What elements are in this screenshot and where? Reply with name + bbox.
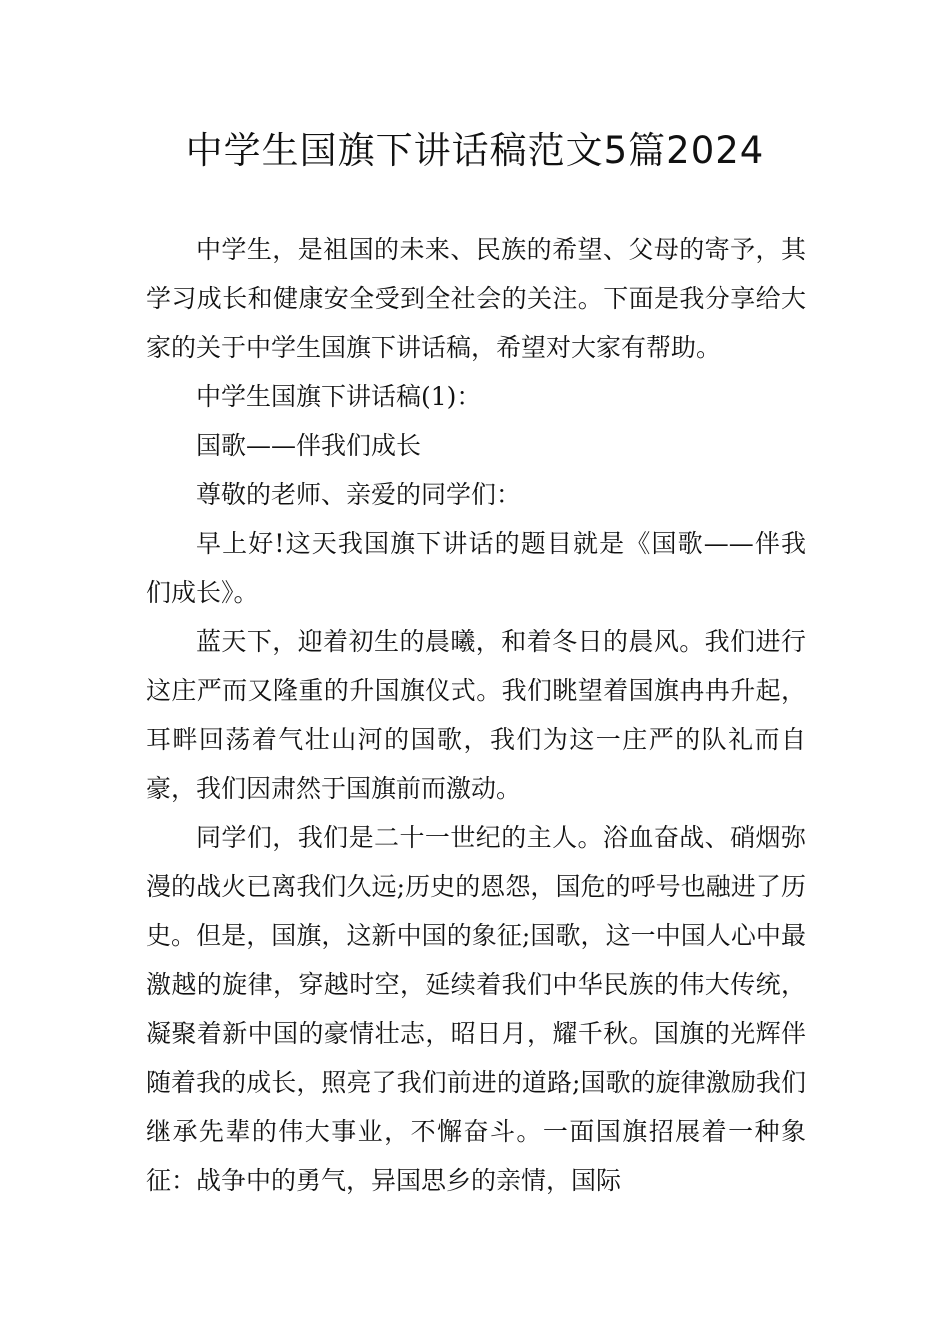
document-title: 中学生国旗下讲话稿范文5篇2024 (185, 129, 765, 172)
paragraph-speech-title: 国歌——伴我们成长 (196, 431, 422, 460)
paragraph-greeting: 早上好!这天我国旗下讲话的题目就是《国歌——伴我们成长》。 (146, 529, 806, 607)
document-body (146, 225, 806, 1205)
paragraph-ceremony: 蓝天下，迎着初生的晨曦，和着冬日的晨风。我们进行这庄严而又隆重的升国旗仪式。我们眺望着国旗冉冉升起，耳畔回荡着气壮山河的国歌，我们为这一庄严的队礼而自豪，我们因肃然于国旗前而激动。 (146, 627, 806, 803)
paragraph-history: 同学们，我们是二十一世纪的主人。浴血奋战、硝烟弥漫的战火已离我们久远;历史的恩怨，国危的呼号也融进了历史。但是，国旗，这新中国的象征;国歌，这一中国人心中最激越的旋律，穿越时空，延续着我们中华民族的伟大传统，凝聚着新中国的豪情壮志，昭日月，耀千秋。国旗的光辉伴随着我的成长，照亮了我们前进的道路;国歌的旋律激励我们继承先辈的伟大事业，不懈奋斗。一面国旗招展着一种象征：战争中的勇气，异国思乡的亲情，国际 (146, 823, 806, 1195)
paragraph-speech-heading: 中学生国旗下讲话稿(1)： (196, 382, 482, 411)
paragraph-intro: 中学生，是祖国的未来、民族的希望、父母的寄予，其学习成长和健康安全受到全社会的关注。下面是我分享给大家的关于中学生国旗下讲话稿，希望对大家有帮助。 (146, 235, 806, 362)
paragraph-salutation: 尊敬的老师、亲爱的同学们： (196, 480, 522, 509)
